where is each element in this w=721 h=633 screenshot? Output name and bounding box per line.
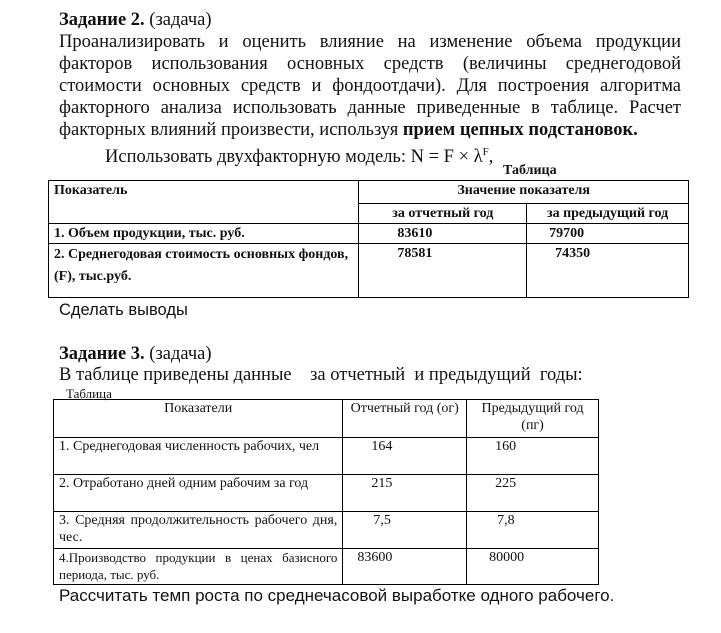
- task2-row-1-previous: 79700: [527, 224, 689, 244]
- task3-col-previous: Предыдущий год (пг): [467, 400, 599, 438]
- table-row: [54, 549, 599, 585]
- task2-row-2-previous: 74350: [527, 244, 689, 298]
- task3-row-2-current: 215: [343, 475, 467, 512]
- task3-row-3-current: 7,5: [343, 512, 467, 549]
- task3-row-4-label: 4.Производство продукции в ценах базисного периода, тыс. руб.: [54, 549, 343, 585]
- task2-text-line-5-plain: факторных влияний произвести, используя: [59, 120, 403, 140]
- task2-col-indicator: Показатель: [49, 181, 359, 224]
- task2-row-2-label: 2. Среднегодовая стоимость основных фондов, (F), тыс.руб.: [49, 244, 359, 298]
- task3-row-1-current: 164: [343, 438, 467, 475]
- task3-row-3-previous: 7,8: [467, 512, 599, 549]
- task3-col-current: Отчетный год (ог): [343, 400, 467, 438]
- task3-row-4-previous: 80000: [467, 549, 599, 585]
- task2-heading: [59, 9, 681, 31]
- task2-col-current: за отчетный год: [359, 204, 527, 224]
- task2-model: [105, 141, 493, 168]
- task3-heading-label: Задание 3.: [59, 344, 145, 364]
- task2-heading-label: Задание 2.: [59, 10, 145, 30]
- task2-conclusion: Сделать выводы: [59, 301, 188, 319]
- table-row: [49, 244, 689, 298]
- task3-row-3-label: 3. Средняя продолжительность рабочего дня, чес.: [54, 512, 343, 549]
- task3-table: [53, 399, 599, 585]
- task2-model-text: Использовать двухфакторную модель: N = F × λ: [105, 147, 483, 168]
- task2-model-sup: F: [482, 146, 489, 158]
- task3-row-2-label: 2. Отработано дней одним рабочим за год: [54, 475, 343, 512]
- table-row: [54, 512, 599, 549]
- task2-method-name: прием цепных подстановок.: [402, 120, 638, 140]
- task2-text-line-5: [59, 119, 681, 141]
- task2-row-1-label: 1. Объем продукции, тыс. руб.: [49, 224, 359, 244]
- table-row: [49, 224, 689, 244]
- task3-heading-suffix: (задача): [149, 344, 212, 364]
- task2-row-1-current: 83610: [359, 224, 527, 244]
- task3-row-2-previous: 225: [467, 475, 599, 512]
- task2-row-2-current: 78581: [359, 244, 527, 298]
- task2-text-line-3: стоимости основных средств и фондоотдачи). Для построения алгоритма: [59, 76, 681, 96]
- table-row: [54, 438, 599, 475]
- table-row: [54, 475, 599, 512]
- task3-task-text: Рассчитать темп роста по среднечасовой выработке одного рабочего.: [59, 586, 615, 605]
- task2-text-line-1: Проанализировать и оценить влияние на изменение объема продукции: [59, 32, 681, 52]
- task2-table: [48, 180, 689, 298]
- task3-intro: В таблице приведены данные за отчетный и предыдущий годы:: [59, 365, 583, 385]
- task2-col-value: Значение показателя: [359, 181, 689, 204]
- task2-text-line-4: факторного анализа использовать данные приведенные в таблице. Расчет: [59, 98, 681, 118]
- task2-heading-suffix: (задача): [149, 10, 212, 30]
- task3-row-4-current: 83600: [343, 549, 467, 585]
- task3-table-caption: Таблица: [66, 386, 112, 401]
- task2-text-line-2: факторов использования основных средств (величины среднегодовой: [59, 54, 681, 74]
- task3-row-1-label: 1. Среднегодовая численность рабочих, чел: [54, 438, 343, 475]
- task2-model-end: ,: [488, 147, 494, 168]
- task3-heading: [59, 343, 681, 365]
- task3-col-indicator: Показатели: [54, 400, 343, 438]
- task2-table-caption: Таблица: [503, 163, 557, 178]
- task3-row-1-previous: 160: [467, 438, 599, 475]
- task2-col-previous: за предыдущий год: [527, 204, 689, 224]
